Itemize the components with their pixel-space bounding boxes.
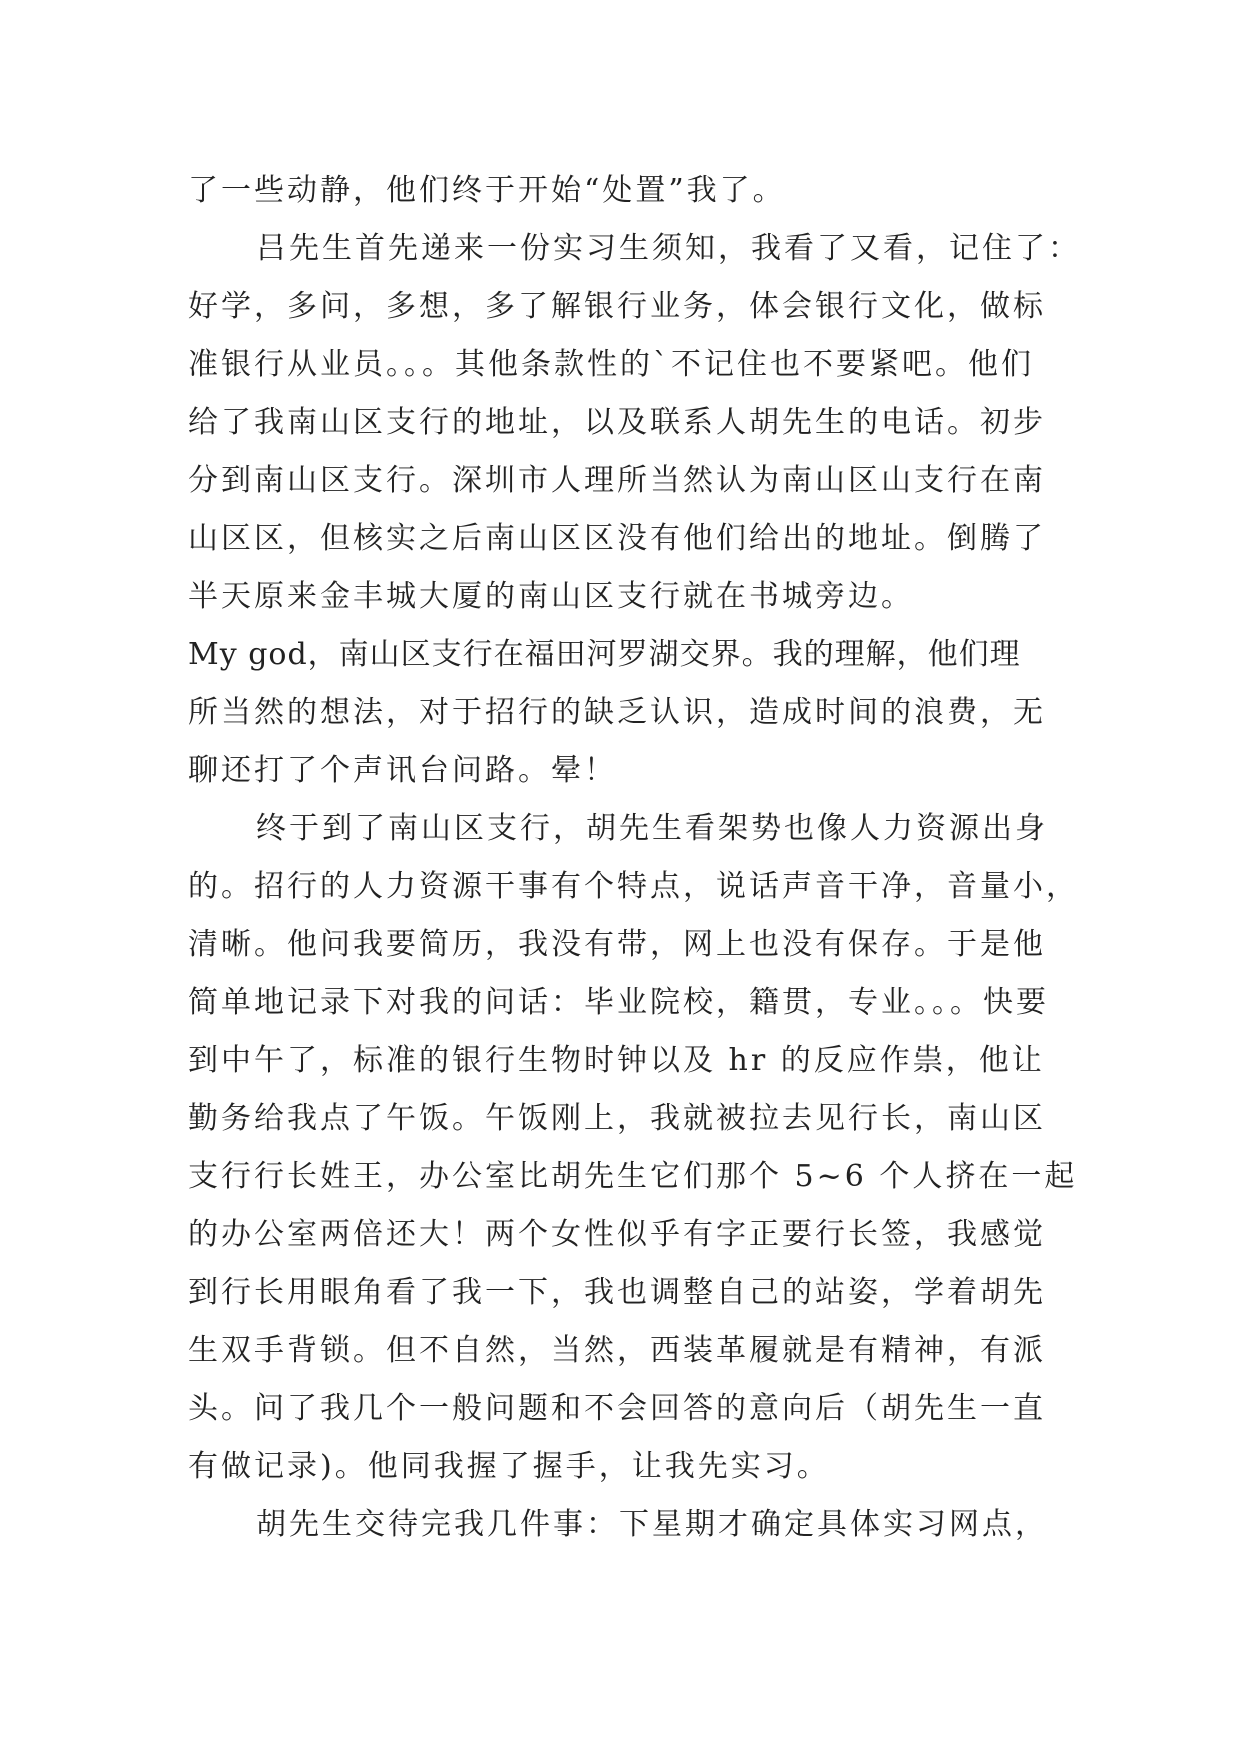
text-line: 清晰。他问我要简历，我没有带，网上也没有保存。于是他 <box>188 927 1046 962</box>
text-line: 胡先生交待完我几件事：下星期才确定具体实习网点， <box>256 1507 1048 1542</box>
text-line: 半天原来金丰城大厦的南山区支行就在书城旁边。 <box>188 579 914 614</box>
text-line: 生双手背锁。但不自然，当然，西装革履就是有精神，有派 <box>188 1333 1046 1368</box>
text-line: 分到南山区支行。深圳市人理所当然认为南山区山支行在南 <box>188 463 1046 498</box>
text-line: 吕先生首先递来一份实习生须知，我看了又看，记住了： <box>256 231 1081 266</box>
text-line: 终于到了南山区支行，胡先生看架势也像人力资源出身 <box>256 811 1048 846</box>
text-line: 好学，多问，多想，多了解银行业务，体会银行文化，做标 <box>188 289 1046 324</box>
text-line: 支行行长姓王，办公室比胡先生它们那个 5~6 个人挤在一起 <box>188 1159 1078 1194</box>
text-line: 到中午了，标准的银行生物时钟以及 hr 的反应作祟，他让 <box>188 1043 1045 1078</box>
text-line: 的办公室两倍还大！两个女性似乎有字正要行长签，我感觉 <box>188 1217 1046 1252</box>
text-line: 了一些动静，他们终于开始“处置”我了。 <box>188 173 786 208</box>
text-line: 山区区，但核实之后南山区区没有他们给出的地址。倒腾了 <box>188 521 1046 556</box>
text-line: 所当然的想法，对于招行的缺乏认识，造成时间的浪费，无 <box>188 695 1046 730</box>
text-line: 简单地记录下对我的问话：毕业院校，籍贯，专业。。。快要 <box>188 985 1049 1020</box>
text-line: 勤务给我点了午饭。午饭刚上，我就被拉去见行长，南山区 <box>188 1101 1046 1136</box>
text-line: 聊还打了个声讯台问路。晕！ <box>188 753 617 788</box>
text-line: 的。招行的人力资源干事有个特点，说话声音干净，音量小， <box>188 869 1079 904</box>
body-text <box>188 162 1081 1554</box>
text-line: 头。问了我几个一般问题和不会回答的意向后（胡先生一直 <box>188 1391 1046 1426</box>
text-line: 给了我南山区支行的地址，以及联系人胡先生的电话。初步 <box>188 405 1046 440</box>
text-line: 准银行从业员。。。其他条款性的`不记住也不要紧吧。他们 <box>188 347 1034 382</box>
text-line: My god，南山区支行在福田河罗湖交界。我的理解，他们理 <box>188 637 1021 672</box>
text-line: 到行长用眼角看了我一下，我也调整自己的站姿，学着胡先 <box>188 1275 1046 1310</box>
text-line: 有做记录)。他同我握了握手，让我先实习。 <box>188 1449 830 1484</box>
